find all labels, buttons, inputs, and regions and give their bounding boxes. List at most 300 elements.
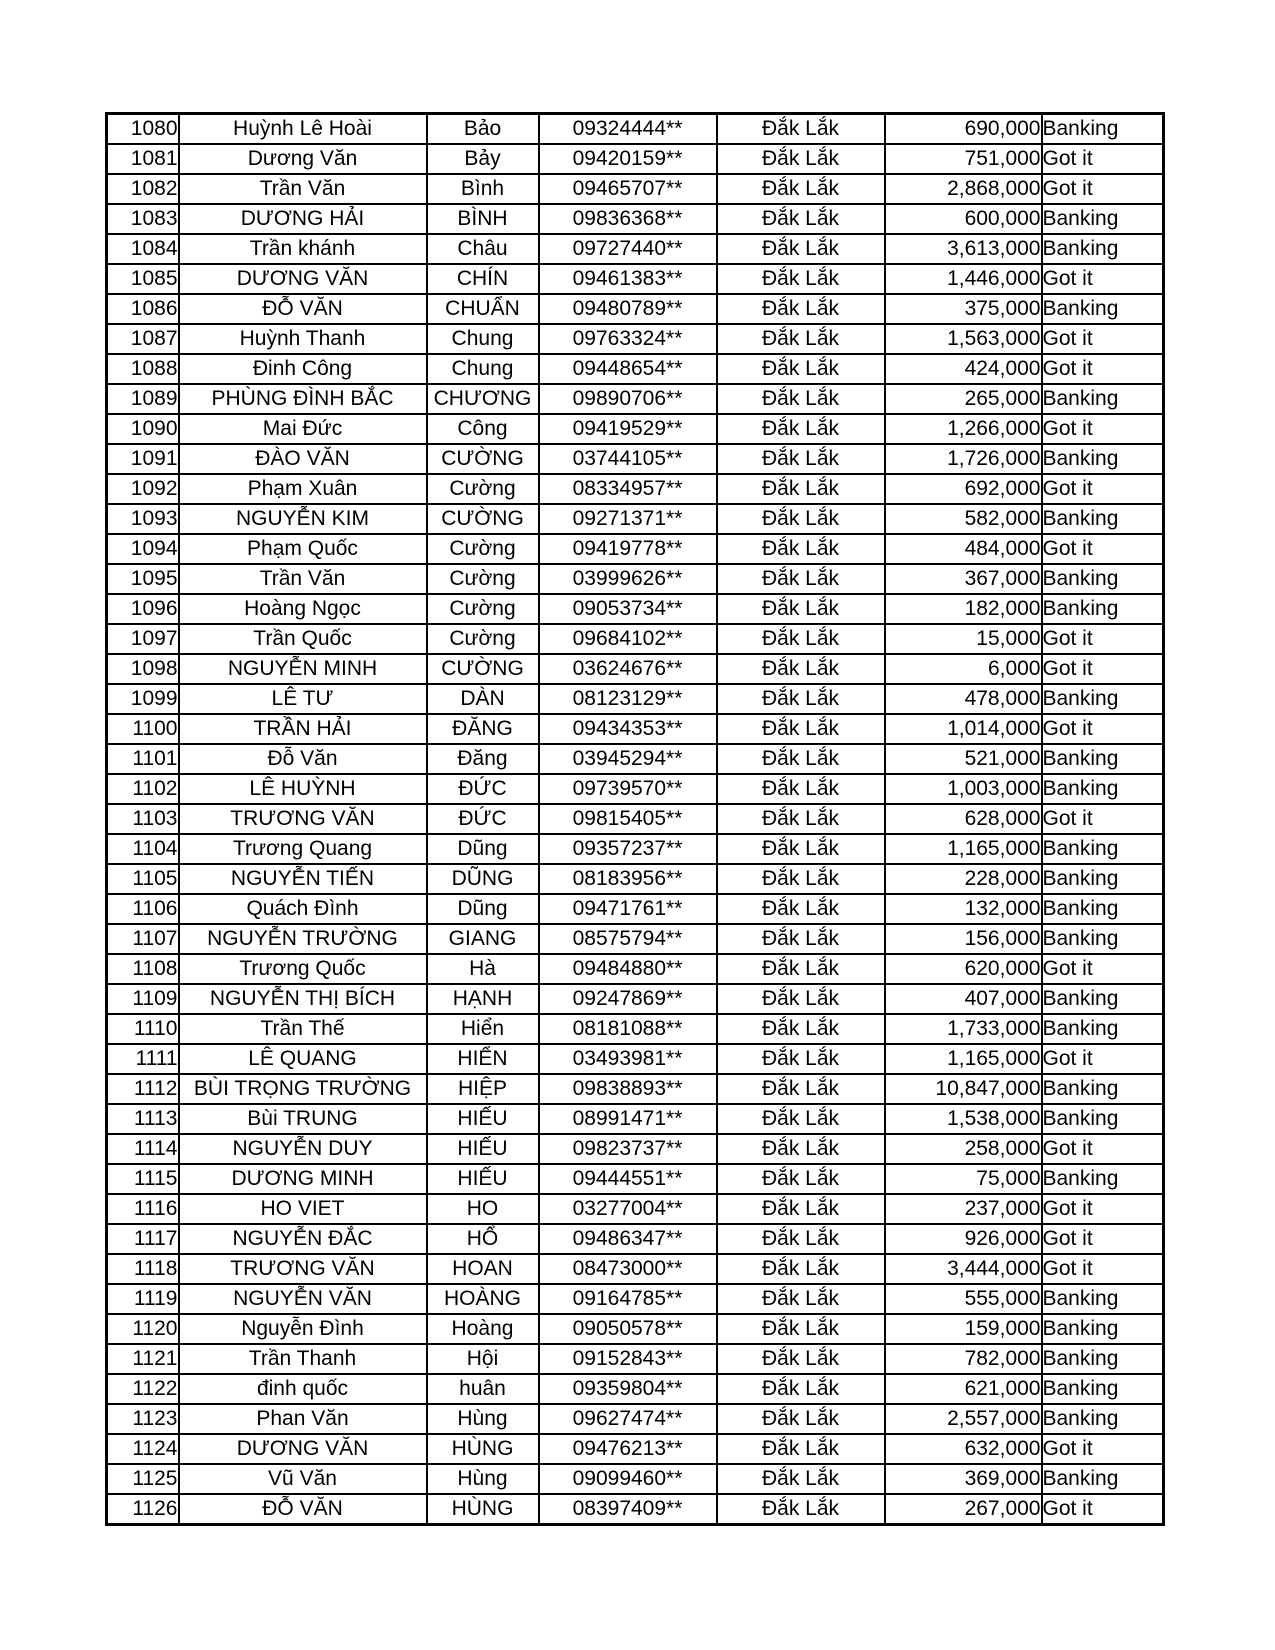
cell-phone-masked: 09099460** <box>539 1464 717 1494</box>
cell-record-number: 1102 <box>107 774 179 804</box>
table-row <box>107 714 1164 744</box>
cell-province: Đắk Lắk <box>717 1194 885 1224</box>
cell-last-middle-name: TRƯƠNG VĂN <box>179 804 427 834</box>
cell-record-number: 1090 <box>107 414 179 444</box>
cell-record-number: 1088 <box>107 354 179 384</box>
cell-record-number: 1120 <box>107 1314 179 1344</box>
cell-first-name: Hà <box>427 954 539 984</box>
cell-phone-masked: 09480789** <box>539 294 717 324</box>
cell-last-middle-name: Bùi TRUNG <box>179 1104 427 1134</box>
cell-amount: 582,000 <box>885 504 1042 534</box>
cell-record-number: 1082 <box>107 174 179 204</box>
cell-last-middle-name: HO VIET <box>179 1194 427 1224</box>
cell-amount: 1,733,000 <box>885 1014 1042 1044</box>
cell-record-number: 1091 <box>107 444 179 474</box>
cell-phone-masked: 09050578** <box>539 1314 717 1344</box>
cell-record-number: 1093 <box>107 504 179 534</box>
cell-last-middle-name: ĐỖ VĂN <box>179 294 427 324</box>
cell-amount: 258,000 <box>885 1134 1042 1164</box>
cell-amount: 484,000 <box>885 534 1042 564</box>
cell-province: Đắk Lắk <box>717 414 885 444</box>
cell-phone-masked: 03493981** <box>539 1044 717 1074</box>
cell-last-middle-name: Phan Văn <box>179 1404 427 1434</box>
cell-last-middle-name: Đinh Công <box>179 354 427 384</box>
cell-province: Đắk Lắk <box>717 1494 885 1525</box>
cell-last-middle-name: Quách Đình <box>179 894 427 924</box>
cell-province: Đắk Lắk <box>717 294 885 324</box>
cell-province: Đắk Lắk <box>717 744 885 774</box>
cell-phone-masked: 09164785** <box>539 1284 717 1314</box>
cell-last-middle-name: Trần khánh <box>179 234 427 264</box>
cell-record-number: 1109 <box>107 984 179 1014</box>
cell-status: Banking <box>1042 774 1164 804</box>
cell-phone-masked: 08473000** <box>539 1254 717 1284</box>
cell-province: Đắk Lắk <box>717 1014 885 1044</box>
cell-amount: 620,000 <box>885 954 1042 984</box>
table-row <box>107 234 1164 264</box>
cell-amount: 555,000 <box>885 1284 1042 1314</box>
cell-province: Đắk Lắk <box>717 1104 885 1134</box>
cell-phone-masked: 08575794** <box>539 924 717 954</box>
cell-last-middle-name: NGUYỄN VĂN <box>179 1284 427 1314</box>
cell-status: Banking <box>1042 1314 1164 1344</box>
cell-first-name: Bảo <box>427 114 539 145</box>
cell-first-name: ĐỨC <box>427 804 539 834</box>
cell-phone-masked: 09357237** <box>539 834 717 864</box>
cell-status: Got it <box>1042 144 1164 174</box>
cell-first-name: Hội <box>427 1344 539 1374</box>
cell-province: Đắk Lắk <box>717 234 885 264</box>
cell-last-middle-name: DƯƠNG MINH <box>179 1164 427 1194</box>
cell-first-name: BÌNH <box>427 204 539 234</box>
table-row <box>107 444 1164 474</box>
cell-province: Đắk Lắk <box>717 1404 885 1434</box>
cell-amount: 182,000 <box>885 594 1042 624</box>
cell-phone-masked: 03277004** <box>539 1194 717 1224</box>
cell-phone-masked: 09247869** <box>539 984 717 1014</box>
cell-first-name: HÙNG <box>427 1494 539 1525</box>
cell-status: Banking <box>1042 1104 1164 1134</box>
cell-amount: 1,003,000 <box>885 774 1042 804</box>
cell-amount: 632,000 <box>885 1434 1042 1464</box>
table-row <box>107 684 1164 714</box>
cell-province: Đắk Lắk <box>717 714 885 744</box>
cell-amount: 156,000 <box>885 924 1042 954</box>
cell-last-middle-name: NGUYỄN TIẾN <box>179 864 427 894</box>
cell-status: Banking <box>1042 444 1164 474</box>
cell-amount: 267,000 <box>885 1494 1042 1525</box>
cell-phone-masked: 09448654** <box>539 354 717 384</box>
cell-status: Got it <box>1042 954 1164 984</box>
cell-last-middle-name: DƯƠNG VĂN <box>179 264 427 294</box>
cell-amount: 521,000 <box>885 744 1042 774</box>
cell-last-middle-name: Vũ Văn <box>179 1464 427 1494</box>
cell-last-middle-name: DƯƠNG HẢI <box>179 204 427 234</box>
cell-first-name: Châu <box>427 234 539 264</box>
cell-first-name: HIẾU <box>427 1104 539 1134</box>
table-row <box>107 1314 1164 1344</box>
cell-phone-masked: 09271371** <box>539 504 717 534</box>
cell-phone-masked: 09890706** <box>539 384 717 414</box>
cell-last-middle-name: TRẦN HẢI <box>179 714 427 744</box>
cell-phone-masked: 08181088** <box>539 1014 717 1044</box>
cell-status: Got it <box>1042 714 1164 744</box>
cell-amount: 375,000 <box>885 294 1042 324</box>
cell-last-middle-name: LÊ QUANG <box>179 1044 427 1074</box>
cell-status: Banking <box>1042 1464 1164 1494</box>
cell-phone-masked: 09684102** <box>539 624 717 654</box>
cell-record-number: 1094 <box>107 534 179 564</box>
cell-record-number: 1111 <box>107 1044 179 1074</box>
cell-province: Đắk Lắk <box>717 774 885 804</box>
cell-province: Đắk Lắk <box>717 1464 885 1494</box>
cell-record-number: 1083 <box>107 204 179 234</box>
cell-first-name: Hiển <box>427 1014 539 1044</box>
cell-province: Đắk Lắk <box>717 114 885 145</box>
cell-last-middle-name: Phạm Xuân <box>179 474 427 504</box>
table-row <box>107 1104 1164 1134</box>
cell-status: Got it <box>1042 324 1164 354</box>
cell-amount: 237,000 <box>885 1194 1042 1224</box>
cell-amount: 1,563,000 <box>885 324 1042 354</box>
cell-record-number: 1084 <box>107 234 179 264</box>
cell-record-number: 1095 <box>107 564 179 594</box>
cell-first-name: HOÀNG <box>427 1284 539 1314</box>
cell-first-name: Hùng <box>427 1404 539 1434</box>
cell-amount: 3,613,000 <box>885 234 1042 264</box>
table-row <box>107 1374 1164 1404</box>
cell-amount: 1,538,000 <box>885 1104 1042 1134</box>
cell-amount: 621,000 <box>885 1374 1042 1404</box>
table-row <box>107 984 1164 1014</box>
cell-last-middle-name: ĐÀO VĂN <box>179 444 427 474</box>
cell-last-middle-name: Trần Văn <box>179 174 427 204</box>
cell-first-name: Cường <box>427 624 539 654</box>
cell-status: Banking <box>1042 834 1164 864</box>
cell-amount: 926,000 <box>885 1224 1042 1254</box>
cell-province: Đắk Lắk <box>717 324 885 354</box>
table-row <box>107 174 1164 204</box>
cell-last-middle-name: NGUYỄN KIM <box>179 504 427 534</box>
cell-status: Got it <box>1042 1224 1164 1254</box>
cell-amount: 1,726,000 <box>885 444 1042 474</box>
cell-status: Banking <box>1042 1164 1164 1194</box>
cell-record-number: 1086 <box>107 294 179 324</box>
cell-phone-masked: 08183956** <box>539 864 717 894</box>
cell-record-number: 1099 <box>107 684 179 714</box>
cell-first-name: Cường <box>427 474 539 504</box>
cell-amount: 1,165,000 <box>885 1044 1042 1074</box>
cell-first-name: HIỆP <box>427 1074 539 1104</box>
cell-last-middle-name: NGUYỄN ĐẮC <box>179 1224 427 1254</box>
cell-phone-masked: 09838893** <box>539 1074 717 1104</box>
cell-phone-masked: 08334957** <box>539 474 717 504</box>
cell-first-name: CHUẨN <box>427 294 539 324</box>
cell-amount: 782,000 <box>885 1344 1042 1374</box>
cell-status: Banking <box>1042 504 1164 534</box>
table-row <box>107 864 1164 894</box>
cell-amount: 369,000 <box>885 1464 1042 1494</box>
cell-phone-masked: 09484880** <box>539 954 717 984</box>
cell-first-name: HIỂN <box>427 1044 539 1074</box>
table-row <box>107 804 1164 834</box>
cell-status: Banking <box>1042 384 1164 414</box>
cell-phone-masked: 09152843** <box>539 1344 717 1374</box>
cell-phone-masked: 09465707** <box>539 174 717 204</box>
cell-status: Got it <box>1042 624 1164 654</box>
cell-first-name: Bảy <box>427 144 539 174</box>
cell-first-name: ĐỨC <box>427 774 539 804</box>
cell-status: Banking <box>1042 1404 1164 1434</box>
cell-last-middle-name: NGUYỄN DUY <box>179 1134 427 1164</box>
table-row <box>107 1224 1164 1254</box>
cell-phone-masked: 09419529** <box>539 414 717 444</box>
cell-record-number: 1116 <box>107 1194 179 1224</box>
cell-province: Đắk Lắk <box>717 534 885 564</box>
cell-province: Đắk Lắk <box>717 594 885 624</box>
cell-province: Đắk Lắk <box>717 264 885 294</box>
table-row <box>107 624 1164 654</box>
cell-phone-masked: 09420159** <box>539 144 717 174</box>
cell-status: Banking <box>1042 684 1164 714</box>
cell-province: Đắk Lắk <box>717 1254 885 1284</box>
cell-last-middle-name: Mai Đức <box>179 414 427 444</box>
table-row <box>107 774 1164 804</box>
cell-province: Đắk Lắk <box>717 384 885 414</box>
cell-last-middle-name: đinh quốc <box>179 1374 427 1404</box>
table-row <box>107 1344 1164 1374</box>
records-table <box>105 112 1165 1526</box>
cell-record-number: 1124 <box>107 1434 179 1464</box>
cell-status: Banking <box>1042 234 1164 264</box>
cell-province: Đắk Lắk <box>717 924 885 954</box>
cell-record-number: 1121 <box>107 1344 179 1374</box>
table-row <box>107 744 1164 774</box>
cell-last-middle-name: TRƯƠNG VĂN <box>179 1254 427 1284</box>
table-row <box>107 1134 1164 1164</box>
cell-status: Banking <box>1042 1374 1164 1404</box>
cell-first-name: Đăng <box>427 744 539 774</box>
cell-record-number: 1123 <box>107 1404 179 1434</box>
cell-status: Got it <box>1042 354 1164 384</box>
cell-province: Đắk Lắk <box>717 564 885 594</box>
cell-amount: 2,868,000 <box>885 174 1042 204</box>
cell-status: Banking <box>1042 594 1164 624</box>
table-row <box>107 474 1164 504</box>
cell-last-middle-name: Trương Quang <box>179 834 427 864</box>
cell-province: Đắk Lắk <box>717 144 885 174</box>
cell-first-name: Chung <box>427 324 539 354</box>
cell-last-middle-name: DƯƠNG VĂN <box>179 1434 427 1464</box>
cell-first-name: HOAN <box>427 1254 539 1284</box>
cell-last-middle-name: Dương Văn <box>179 144 427 174</box>
cell-last-middle-name: LÊ TƯ <box>179 684 427 714</box>
cell-amount: 692,000 <box>885 474 1042 504</box>
table-row <box>107 894 1164 924</box>
cell-amount: 424,000 <box>885 354 1042 384</box>
cell-province: Đắk Lắk <box>717 624 885 654</box>
cell-first-name: CƯỜNG <box>427 504 539 534</box>
cell-first-name: Cường <box>427 594 539 624</box>
cell-record-number: 1081 <box>107 144 179 174</box>
table-row <box>107 114 1164 145</box>
table-row <box>107 504 1164 534</box>
cell-status: Banking <box>1042 924 1164 954</box>
cell-status: Got it <box>1042 474 1164 504</box>
cell-amount: 265,000 <box>885 384 1042 414</box>
cell-province: Đắk Lắk <box>717 1344 885 1374</box>
cell-status: Banking <box>1042 864 1164 894</box>
cell-status: Banking <box>1042 564 1164 594</box>
cell-last-middle-name: Đỗ Văn <box>179 744 427 774</box>
cell-first-name: CHƯƠNG <box>427 384 539 414</box>
cell-status: Banking <box>1042 744 1164 774</box>
cell-record-number: 1118 <box>107 1254 179 1284</box>
cell-province: Đắk Lắk <box>717 1314 885 1344</box>
table-row <box>107 414 1164 444</box>
cell-phone-masked: 03999626** <box>539 564 717 594</box>
cell-first-name: Cường <box>427 564 539 594</box>
table-row <box>107 654 1164 684</box>
cell-record-number: 1106 <box>107 894 179 924</box>
cell-amount: 15,000 <box>885 624 1042 654</box>
cell-province: Đắk Lắk <box>717 804 885 834</box>
table-row <box>107 1014 1164 1044</box>
cell-province: Đắk Lắk <box>717 1164 885 1194</box>
cell-first-name: Công <box>427 414 539 444</box>
cell-first-name: Hoàng <box>427 1314 539 1344</box>
cell-last-middle-name: LÊ HUỲNH <box>179 774 427 804</box>
cell-province: Đắk Lắk <box>717 894 885 924</box>
cell-first-name: huân <box>427 1374 539 1404</box>
cell-status: Got it <box>1042 804 1164 834</box>
cell-status: Banking <box>1042 204 1164 234</box>
cell-province: Đắk Lắk <box>717 864 885 894</box>
cell-last-middle-name: ĐỖ VĂN <box>179 1494 427 1525</box>
cell-first-name: GIANG <box>427 924 539 954</box>
cell-first-name: HẠNH <box>427 984 539 1014</box>
cell-first-name: CƯỜNG <box>427 444 539 474</box>
table-row <box>107 1434 1164 1464</box>
table-row <box>107 924 1164 954</box>
cell-province: Đắk Lắk <box>717 1134 885 1164</box>
cell-status: Got it <box>1042 654 1164 684</box>
cell-last-middle-name: Trần Thanh <box>179 1344 427 1374</box>
cell-status: Banking <box>1042 1014 1164 1044</box>
cell-province: Đắk Lắk <box>717 834 885 864</box>
cell-province: Đắk Lắk <box>717 474 885 504</box>
cell-record-number: 1098 <box>107 654 179 684</box>
cell-record-number: 1092 <box>107 474 179 504</box>
cell-phone-masked: 08991471** <box>539 1104 717 1134</box>
cell-record-number: 1112 <box>107 1074 179 1104</box>
cell-last-middle-name: Trần Thế <box>179 1014 427 1044</box>
cell-last-middle-name: BÙI TRỌNG TRƯỜNG <box>179 1074 427 1104</box>
cell-record-number: 1126 <box>107 1494 179 1525</box>
cell-record-number: 1108 <box>107 954 179 984</box>
table-row <box>107 954 1164 984</box>
cell-phone-masked: 03624676** <box>539 654 717 684</box>
table-row <box>107 1464 1164 1494</box>
cell-phone-masked: 09727440** <box>539 234 717 264</box>
cell-amount: 228,000 <box>885 864 1042 894</box>
cell-amount: 1,266,000 <box>885 414 1042 444</box>
cell-status: Banking <box>1042 984 1164 1014</box>
cell-record-number: 1080 <box>107 114 179 145</box>
cell-amount: 751,000 <box>885 144 1042 174</box>
cell-first-name: HIẾU <box>427 1134 539 1164</box>
cell-phone-masked: 09444551** <box>539 1164 717 1194</box>
cell-record-number: 1087 <box>107 324 179 354</box>
cell-record-number: 1107 <box>107 924 179 954</box>
table-row <box>107 1044 1164 1074</box>
cell-first-name: HÙNG <box>427 1434 539 1464</box>
cell-phone-masked: 09324444** <box>539 114 717 145</box>
cell-status: Got it <box>1042 414 1164 444</box>
cell-status: Got it <box>1042 534 1164 564</box>
cell-amount: 600,000 <box>885 204 1042 234</box>
cell-phone-masked: 09461383** <box>539 264 717 294</box>
cell-province: Đắk Lắk <box>717 954 885 984</box>
cell-status: Got it <box>1042 264 1164 294</box>
cell-first-name: Hùng <box>427 1464 539 1494</box>
cell-province: Đắk Lắk <box>717 1284 885 1314</box>
cell-record-number: 1096 <box>107 594 179 624</box>
cell-record-number: 1122 <box>107 1374 179 1404</box>
cell-first-name: HO <box>427 1194 539 1224</box>
table-row <box>107 1164 1164 1194</box>
cell-phone-masked: 09823737** <box>539 1134 717 1164</box>
table-row <box>107 1494 1164 1525</box>
cell-province: Đắk Lắk <box>717 984 885 1014</box>
cell-amount: 1,446,000 <box>885 264 1042 294</box>
cell-province: Đắk Lắk <box>717 654 885 684</box>
cell-status: Got it <box>1042 1434 1164 1464</box>
table-row <box>107 324 1164 354</box>
cell-last-middle-name: PHÙNG ĐÌNH BẮC <box>179 384 427 414</box>
cell-record-number: 1103 <box>107 804 179 834</box>
cell-record-number: 1104 <box>107 834 179 864</box>
cell-first-name: Cường <box>427 534 539 564</box>
cell-status: Got it <box>1042 1494 1164 1525</box>
cell-first-name: Dũng <box>427 894 539 924</box>
cell-amount: 1,165,000 <box>885 834 1042 864</box>
table-row <box>107 384 1164 414</box>
cell-first-name: HIẾU <box>427 1164 539 1194</box>
cell-amount: 2,557,000 <box>885 1404 1042 1434</box>
cell-phone-masked: 09486347** <box>539 1224 717 1254</box>
cell-status: Got it <box>1042 1194 1164 1224</box>
cell-phone-masked: 03744105** <box>539 444 717 474</box>
cell-status: Banking <box>1042 1344 1164 1374</box>
cell-record-number: 1115 <box>107 1164 179 1194</box>
cell-record-number: 1085 <box>107 264 179 294</box>
cell-amount: 407,000 <box>885 984 1042 1014</box>
cell-phone-masked: 09627474** <box>539 1404 717 1434</box>
cell-last-middle-name: NGUYỄN MINH <box>179 654 427 684</box>
cell-amount: 132,000 <box>885 894 1042 924</box>
cell-record-number: 1089 <box>107 384 179 414</box>
table-row <box>107 294 1164 324</box>
cell-record-number: 1100 <box>107 714 179 744</box>
table-row <box>107 594 1164 624</box>
cell-status: Banking <box>1042 1074 1164 1104</box>
cell-status: Banking <box>1042 294 1164 324</box>
table-row <box>107 1404 1164 1434</box>
cell-record-number: 1097 <box>107 624 179 654</box>
cell-amount: 478,000 <box>885 684 1042 714</box>
table-row <box>107 264 1164 294</box>
